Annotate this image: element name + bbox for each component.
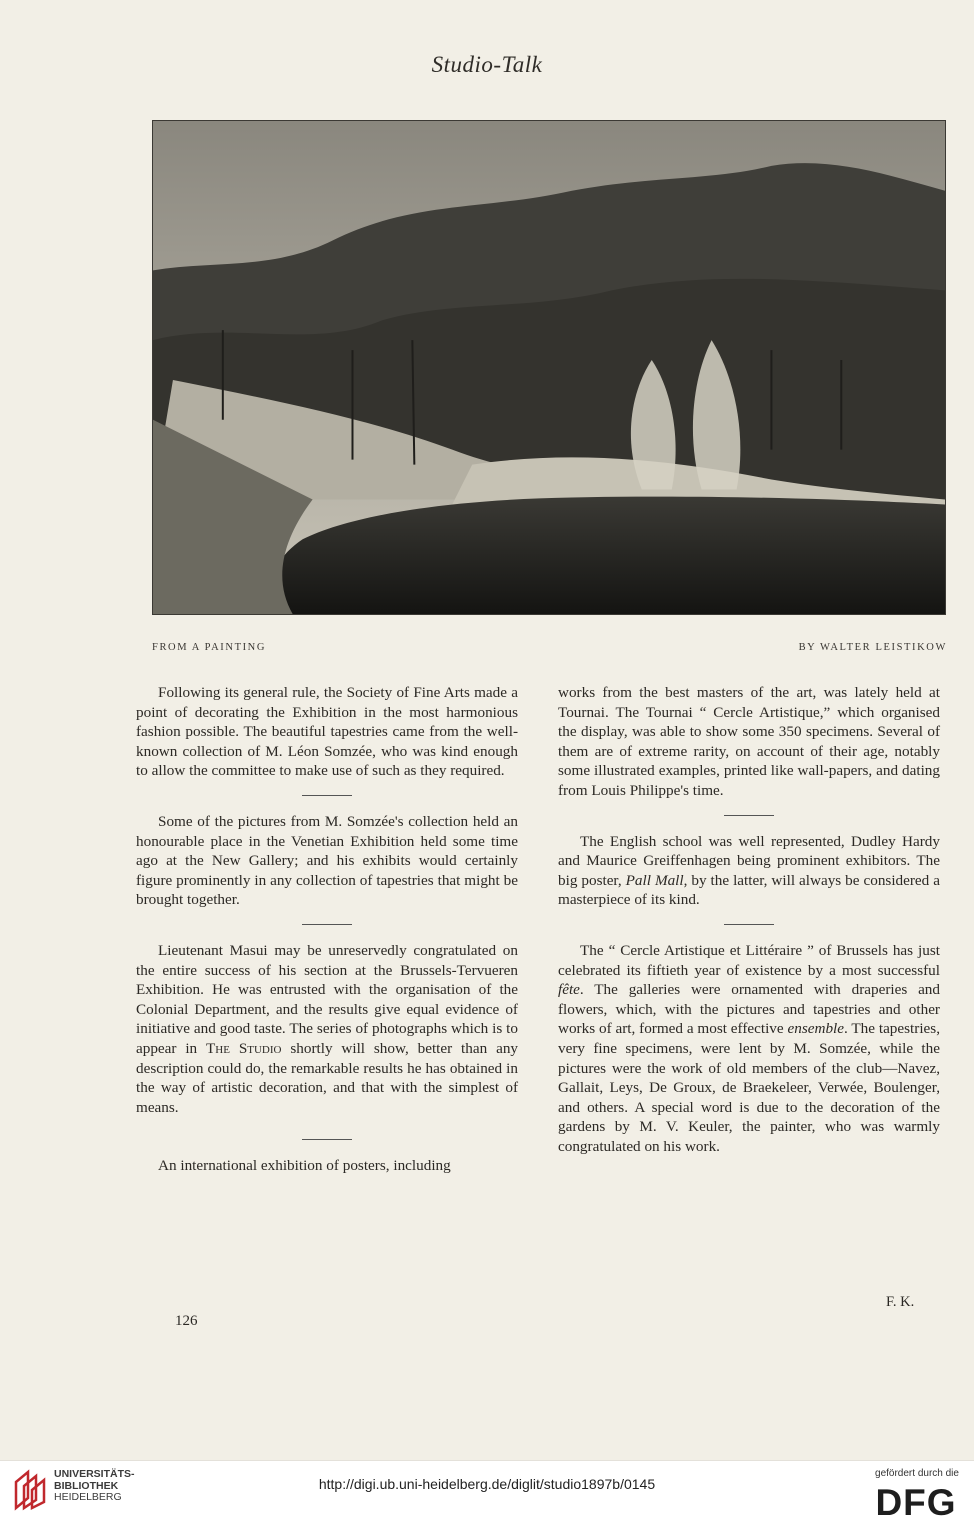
funding-note: gefördert durch die <box>875 1468 959 1479</box>
painting-image <box>152 120 946 615</box>
section-divider <box>302 795 352 796</box>
paragraph: The “ Cercle Artistique et Littéraire ” of Brussels has just celebrated its fiftieth year of existence by a most successful fête. The galleries were ornamented with draperies and flowers, which, with the pictures and tapestries and other works of art, formed a most effective ensemble. The tapestries, very fine specimens, were lent by M. Somzée, while the pictures were the work of old members of the club—Navez, Gallait, Leys, De Groux, de Braekeleer, Verwée, Boulenger, and others. A special word is due to the decoration of the gardens by M. V. Keuler, the painter, who was warmly congratulated on his work. <box>558 941 940 1155</box>
dfg-logo: DFG <box>875 1482 957 1523</box>
section-divider <box>302 924 352 925</box>
right-column <box>558 683 940 1156</box>
magazine-title: The Studio <box>206 1039 282 1057</box>
section-divider <box>302 1139 352 1140</box>
caption-left: FROM A PAINTING <box>152 642 267 653</box>
poster-title: Pall Mall <box>625 871 684 889</box>
running-head: Studio-Talk <box>431 52 543 77</box>
section-divider <box>724 815 774 816</box>
document-url[interactable]: http://digi.ub.uni-heidelberg.de/diglit/studio1897b/0145 <box>318 1476 656 1492</box>
library-name: UNIVERSITÄTS- BIBLIOTHEK HEIDELBERG <box>54 1468 135 1503</box>
left-column <box>136 683 518 1176</box>
paragraph: The English school was well represented, Dudley Hardy and Maurice Greiffenhagen being prominent exhibitors. The big poster, Pall Mall, by the latter, will always be considered a masterpiece of its kind. <box>558 832 940 909</box>
section-divider <box>724 924 774 925</box>
page-number: 126 <box>175 1313 198 1329</box>
paragraph: Following its general rule, the Society of Fine Arts made a point of decorating the Exhibition in the most harmonious fashion possible. The beautiful tapestries came from the well-known collection of M. Léon Somzée, who was kind enough to allow the committee to make use of such as they required. <box>136 684 518 780</box>
paragraph: Lieutenant Masui may be unreservedly congratulated on the entire success of his section at the Brussels-Tervueren Exhibition. He was entrusted with the organisation of the Colonial Department, and the results give equal evidence of initiative and good taste. The series of photographs which is to appear in The Studio shortly will show, better than any description could do, the remarkable results he has obtained in the way of artistic decoration, and that with the simplest of means. <box>136 941 519 1116</box>
caption-right: BY WALTER LEISTIKOW <box>798 642 947 653</box>
signature: F. K. <box>886 1294 915 1310</box>
paragraph: An international exhibition of posters, including <box>158 1157 451 1175</box>
paragraph: Some of the pictures from M. Somzée's collection held an honourable place in the Venetian Exhibition held some time ago at the New Gallery; and his exhibits would certainly figure prominently in any collection of tapestries that might be brought together. <box>136 812 518 909</box>
viewer-footer <box>0 1460 974 1531</box>
paragraph: works from the best masters of the art, was lately held at Tournai. The Tournai “ Cercle Artistique,” which organised the display, was able to show some 350 specimens. Several of them are of extreme rarity, on account of their age, notably some illustrated examples, printed like wall-papers, and dating from Louis Philippe's time. <box>558 684 940 799</box>
